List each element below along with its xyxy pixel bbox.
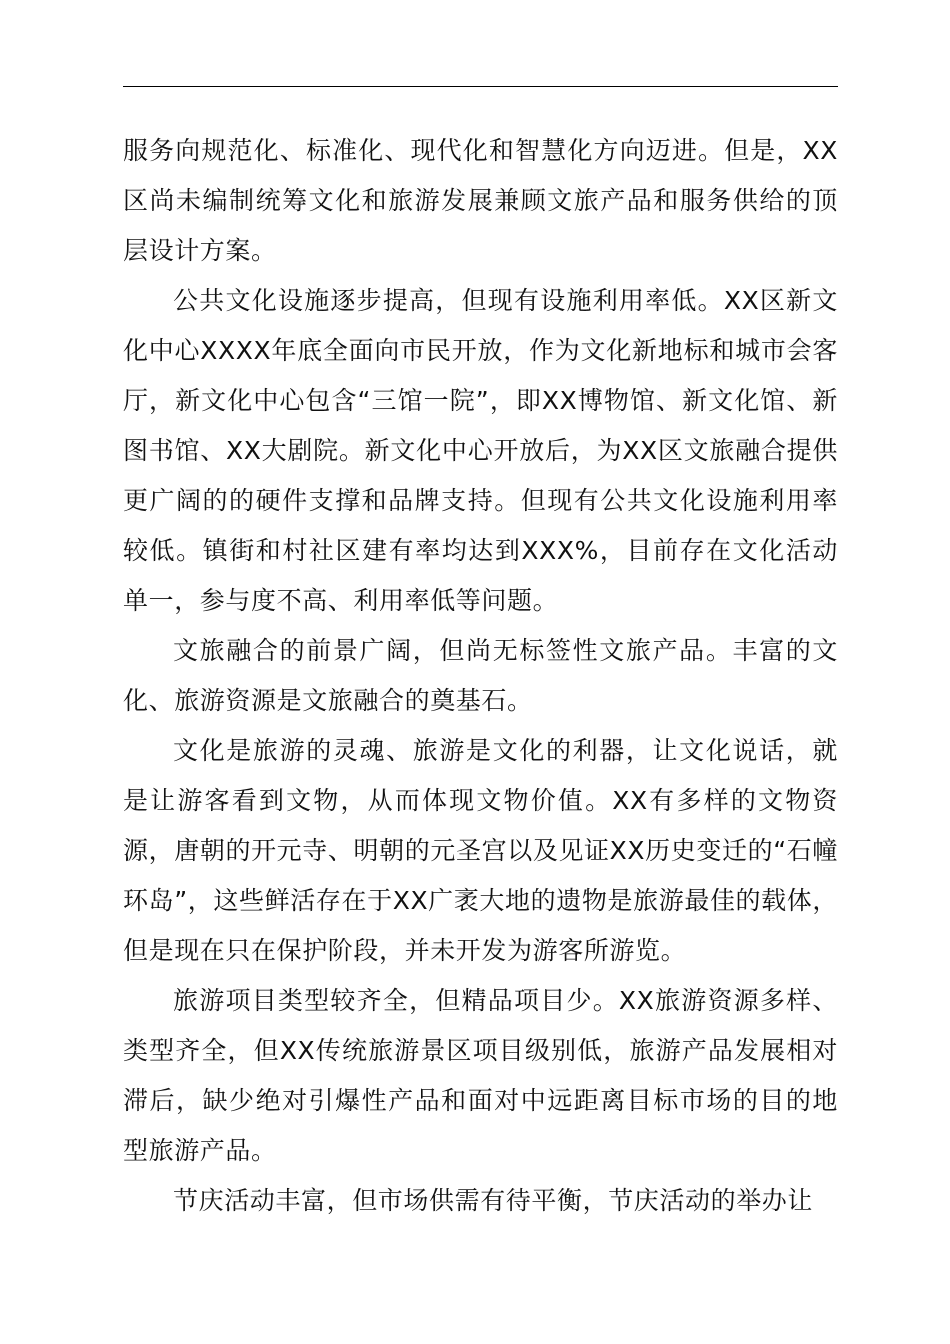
document-body [123,126,838,1226]
paragraph-cultural-relics: 文化是旅游的灵魂、旅游是文化的利器，让文化说话，就是让游客看到文物，从而体现文物价值。XX有多样的文物资源，唐朝的开元寺、明朝的元圣宫以及见证XX历史变迁的“石幢环岛”，这些鲜活存在于XX广袤大地的遗物是旅游最佳的载体，但是现在只在保护阶段，并未开发为游客所游览。 [123,736,838,965]
paragraph-continuation: 服务向规范化、标准化、现代化和智慧化方向迈进。但是，XX区尚未编制统筹文化和旅游发展兼顾文旅产品和服务供给的顶层设计方案。 [123,136,838,265]
paragraph-festival-activities: 节庆活动丰富，但市场供需有待平衡，节庆活动的举办让 [173,1186,814,1215]
paragraph-public-culture-facilities: 公共文化设施逐步提高，但现有设施利用率低。XX区新文化中心XXXX年底全面向市民开放，作为文化新地标和城市会客厅，新文化中心包含“三馆一院”，即XX博物馆、新文化馆、新图书馆、XX大剧院。新文化中心开放后，为XX区文旅融合提供更广阔的的硬件支撑和品牌支持。但现有公共文化设施利用率较低。镇街和村社区建有率均达到XXX%，目前存在文化活动单一，参与度不高、利用率低等问题。 [123,286,838,615]
header-rule [123,86,838,87]
paragraph-tourism-projects: 旅游项目类型较齐全，但精品项目少。XX旅游资源多样、类型齐全，但XX传统旅游景区项目级别低，旅游产品发展相对滞后，缺少绝对引爆性产品和面对中远距离目标市场的目的地型旅游产品。 [123,986,838,1165]
paragraph-culture-tourism-prospects: 文旅融合的前景广阔，但尚无标签性文旅产品。丰富的文化、旅游资源是文旅融合的奠基石。 [123,636,838,715]
